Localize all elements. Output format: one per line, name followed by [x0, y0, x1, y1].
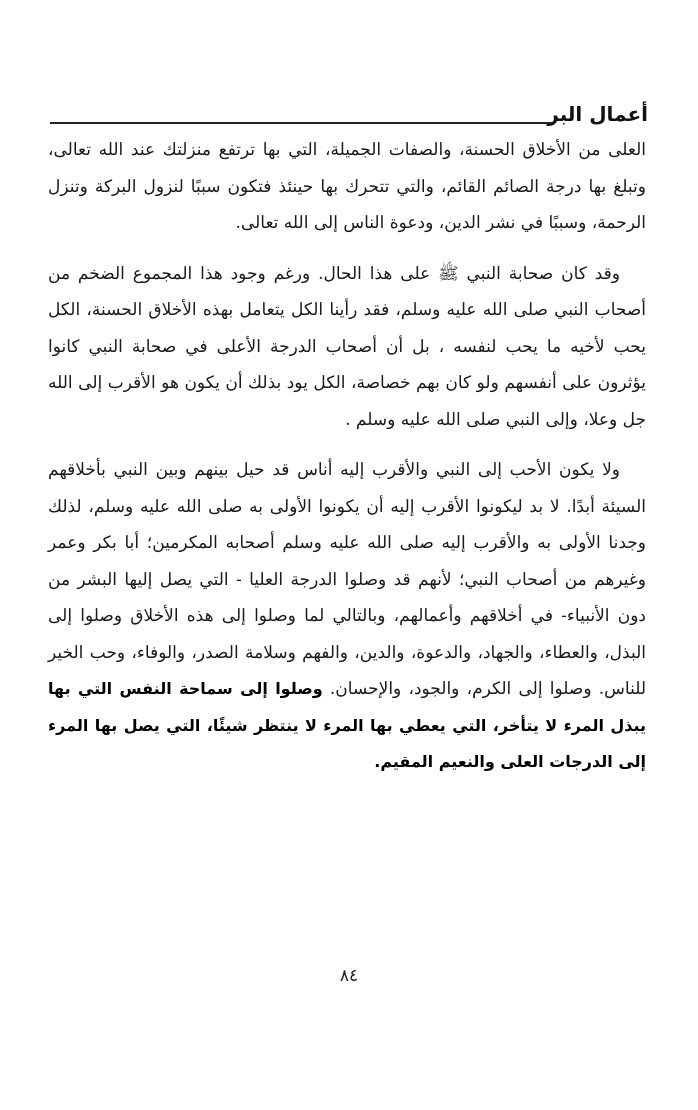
- paragraph-3-bold-text: وصلوا إلى سماحة النفس التي بها يبذل المرء لا يتأخر، التي يعطي بها المرء لا ينتظر شيئًا، التي يصل بها المرء إلى الدرجات العلى والنعيم المقيم.: [48, 679, 646, 771]
- paragraph-3: [48, 452, 646, 781]
- paragraph-1: [48, 132, 646, 242]
- running-header-title: أعمال البر: [539, 100, 648, 128]
- paragraph-2-text: وقد كان صحابة النبي ﷺ على هذا الحال. ورغم وجود هذا المجموع الضخم من أصحاب النبي صلى الله عليه وسلم، فقد رأينا الكل يتعامل بهذه الأخلاق الحسنة، الكل يحب لأخيه ما يحب لنفسه ، بل أن أصحاب الدرجة الأعلى في صحابة النبي كانوا يؤثرون على أنفسهم ولو كان بهم خصاصة، الكل يود بذلك أن يكون هو الأقرب إلى الله جل وعلا، وإلى النبي صلى الله عليه وسلم .: [48, 263, 646, 430]
- running-header: [50, 100, 648, 132]
- body-text: [48, 132, 646, 781]
- paragraph-2: [48, 256, 646, 439]
- paragraph-3-text: ولا يكون الأحب إلى النبي والأقرب إليه أناس قد حيل بينهم وبين النبي بأخلاقهم السيئة أبدًا. لا بد ليكونوا الأقرب إليه أن يكونوا الأولى به صلى الله عليه وسلم، لذلك وجدنا الأولى به والأقرب إليه صلى الله عليه وسلم أصحابه المكرمين؛ أبا بكر وعمر وغيرهم من أصحاب النبي؛ لأنهم قد وصلوا الدرجة العليا - التي يصل إليها البشر من دون الأنبياء- في أخلاقهم وأعمالهم، وبالتالي لما وصلوا إلى هذه الأخلاق وصلوا إلى البذل، والعطاء، والجهاد، والدعوة، والدين، والفهم وسلامة الصدر، والوفاء، وحب الخير للناس. وصلوا إلى الكرم، والجود، والإحسان.: [48, 460, 647, 699]
- header-rule: [50, 122, 552, 124]
- paragraph-1-text: العلى من الأخلاق الحسنة، والصفات الجميلة، التي بها ترتفع منزلتك عند الله تعالى، وتبلغ بها درجة الصائم القائم، والتي تتحرك بها حينئذ فتكون سببًا لنزول البركة وتنزل الرحمة، وسببًا في نشر الدين، ودعوة الناس إلى الله تعالى.: [48, 140, 646, 233]
- page-number: ٨٤: [339, 966, 359, 986]
